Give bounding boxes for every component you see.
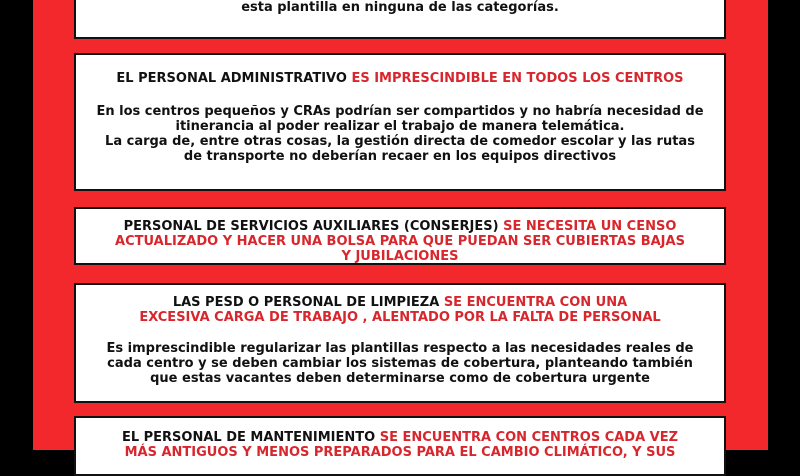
section-box-administrativo xyxy=(74,53,726,191)
section-highlight: ES IMPRESCINDIBLE EN TODOS LOS CENTROS xyxy=(351,71,684,86)
section-title: EL PERSONAL DE MANTENIMIENTO xyxy=(121,430,376,445)
section-body-text: La carga de, entre otras cosas, la gestión directa de comedor escolar y las rutas de transporte no deberían recaer en los equipos directivos xyxy=(105,134,695,164)
section-highlight: SE ENCUENTRA CON UNA EXCESIVA CARGA DE TRABAJO , ALENTADO POR LA FALTA DE PERSONAL xyxy=(139,295,661,325)
section-body-text: En los centros pequeños y CRAs podrían ser compartidos y no habría necesidad de itinerancia al poder realizar el trabajo de manera telemática. xyxy=(96,104,704,134)
section-title: PERSONAL DE SERVICIOS AUXILIARES (CONSERJES) xyxy=(123,219,499,234)
section-box-limpieza xyxy=(74,283,726,403)
section-title: EL PERSONAL ADMINISTRATIVO xyxy=(116,71,347,86)
section-box-mantenimiento xyxy=(74,416,726,476)
section-body-text: esta plantilla en ninguna de las categorías. xyxy=(241,0,559,15)
section-highlight: SE NECESITA UN CENSO ACTUALIZADO Y HACER UNA BOLSA PARA QUE PUEDAN SER CUBIERTAS BAJAS Y JUBILACIONES xyxy=(115,219,685,264)
section-heading xyxy=(76,219,724,264)
section-box-plantilla xyxy=(74,0,726,39)
section-heading xyxy=(76,295,724,325)
section-body-text: Es imprescindible regularizar las plantillas respecto a las necesidades reales de cada centro y se deben cambiar los sistemas de cobertura, planteando también que estas vacantes deben determinarse como de cobertura urgente xyxy=(106,341,694,386)
section-heading xyxy=(76,430,724,460)
section-highlight: SE ENCUENTRA CON CENTROS CADA VEZ MÁS ANTIGUOS Y MENOS PREPARADOS PARA EL CAMBIO CLIMÁTICO, Y SUS xyxy=(124,430,679,460)
section-box-conserjes xyxy=(74,207,726,265)
section-heading xyxy=(76,71,724,86)
section-title: LAS PESD O PERSONAL DE LIMPIEZA xyxy=(172,295,440,310)
